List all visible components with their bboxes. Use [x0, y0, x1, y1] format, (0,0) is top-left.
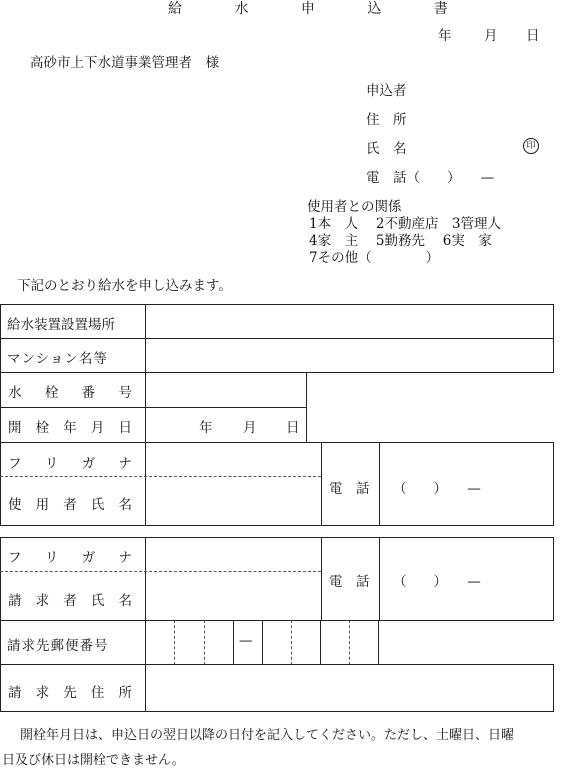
relation-line-1: 1本 人 2不動産店 3管理人: [309, 216, 502, 232]
intro-text: 下記のとおり給水を申し込みます。: [17, 278, 232, 294]
user-phone-format: （ ） —: [393, 481, 481, 497]
form-title: 給 水 申 込 書: [168, 1, 472, 17]
user-furigana-label: フ リ ガ ナ: [8, 456, 132, 472]
note-line-2: 日及び休日は開栓できません。: [2, 753, 185, 768]
open-date-label: 開 栓 年 月 日: [8, 420, 132, 436]
phone-label: 電 話（ ） —: [366, 170, 495, 186]
note-line-1: 開栓年月日は、申込日の翌日以降の日付を記入してください。ただし、土曜日、日曜: [20, 728, 515, 743]
open-date-month: 月: [243, 420, 257, 436]
install-location-label: 給水装置設置場所: [7, 317, 115, 333]
date-day-label: 日: [526, 28, 540, 44]
open-date-year: 年: [199, 420, 213, 436]
seal-mark: 印: [523, 138, 539, 154]
billing-furigana-label: フ リ ガ ナ: [8, 550, 132, 566]
user-phone-label: 電 話: [329, 481, 370, 497]
name-label: 氏 名: [366, 141, 407, 157]
applicant-label: 申込者: [366, 83, 407, 99]
billing-phone-label: 電 話: [329, 574, 370, 590]
date-year-label: 年: [438, 28, 452, 44]
user-name-label: 使 用 者 氏 名: [8, 497, 132, 513]
billing-phone-format: （ ） —: [393, 574, 481, 590]
relation-line-3: 7その他（ ）: [309, 250, 440, 266]
billing-address-label: 請 求 先 住 所: [8, 685, 132, 701]
date-month-label: 月: [484, 28, 498, 44]
postal-code-label: 請求先郵便番号: [7, 638, 109, 654]
relation-heading: 使用者との関係: [307, 199, 402, 215]
addressee: 高砂市上下水道事業管理者 様: [30, 55, 219, 71]
postal-dash: —: [239, 633, 253, 649]
mansion-name-label: マンション名等: [7, 351, 108, 367]
address-label: 住 所: [366, 112, 407, 128]
billing-name-label: 請 求 者 氏 名: [8, 593, 132, 609]
hydrant-number-label: 水 栓 番 号: [8, 385, 132, 401]
open-date-day: 日: [286, 420, 300, 436]
relation-line-2: 4家 主 5勤務先 6実 家: [309, 233, 492, 249]
